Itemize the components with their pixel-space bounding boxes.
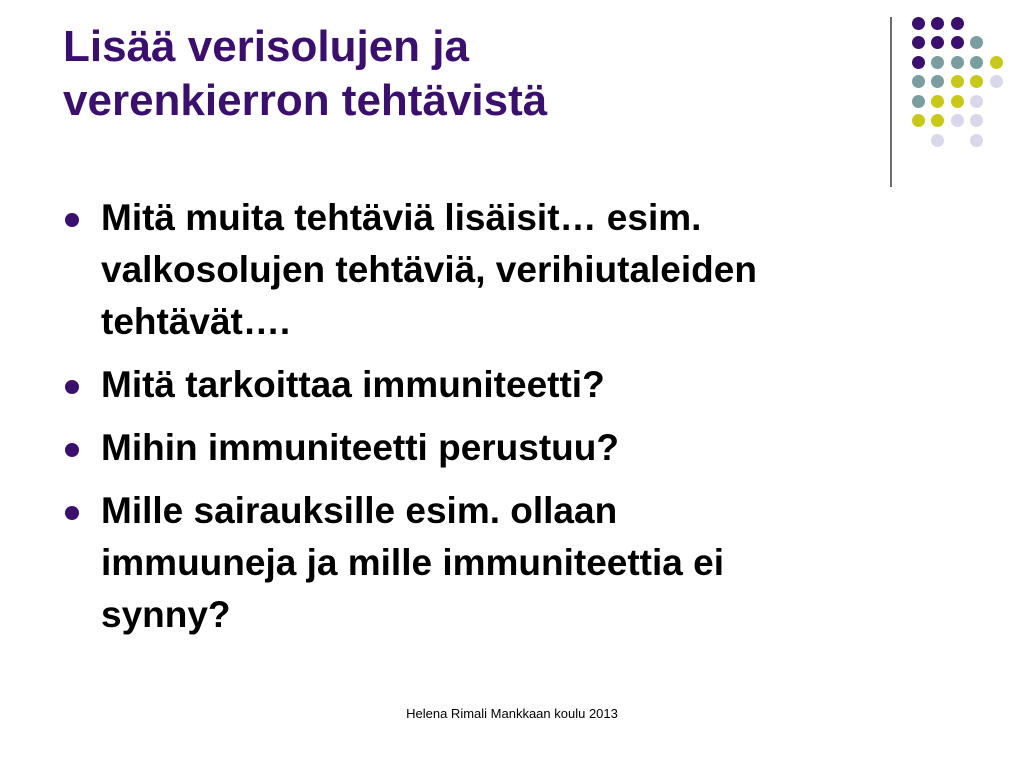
bullet-dot-icon <box>65 506 79 520</box>
decorative-dot <box>912 17 925 30</box>
decorative-dot <box>951 114 964 127</box>
decorative-dot <box>951 17 964 30</box>
decorative-dot <box>931 95 944 108</box>
decorative-dot <box>990 56 1003 69</box>
decorative-dot <box>912 36 925 49</box>
bullet-item <box>63 192 993 348</box>
bullet-list <box>63 192 993 652</box>
decorative-dot <box>990 75 1003 88</box>
decorative-dot <box>931 114 944 127</box>
bullet-item <box>63 422 993 474</box>
decorative-dot <box>951 75 964 88</box>
decorative-dot <box>970 134 983 147</box>
slide-footer: Helena Rimali Mankkaan koulu 2013 <box>406 706 618 721</box>
bullet-line: immuuneja ja mille immuniteettia ei <box>101 542 725 583</box>
decorative-dot-grid <box>0 0 1024 200</box>
decorative-dot <box>931 56 944 69</box>
decorative-dot <box>931 36 944 49</box>
bullet-line: Mihin immuniteetti perustuu? <box>101 427 619 468</box>
decorative-dot <box>951 56 964 69</box>
bullet-line: synny? <box>101 594 231 635</box>
decorative-dot <box>970 36 983 49</box>
bullet-line: Mitä tarkoittaa immuniteetti? <box>101 364 605 405</box>
decorative-dot <box>912 95 925 108</box>
decorative-dot <box>931 17 944 30</box>
decorative-dot <box>970 95 983 108</box>
decorative-dot <box>970 114 983 127</box>
bullet-line: valkosolujen tehtäviä, verihiutaleiden <box>101 249 757 290</box>
slide-title-line-1: Lisää verisolujen ja <box>63 22 469 71</box>
bullet-item <box>63 359 993 411</box>
decorative-dot <box>931 75 944 88</box>
decorative-dot <box>970 75 983 88</box>
decorative-dot <box>912 114 925 127</box>
decorative-dot <box>951 36 964 49</box>
decorative-dot <box>912 56 925 69</box>
decorative-dot <box>931 134 944 147</box>
decorative-dot <box>970 56 983 69</box>
bullet-line: Mille sairauksille esim. ollaan <box>101 490 618 531</box>
bullet-dot-icon <box>65 443 79 457</box>
slide-title-line-2: verenkierron tehtävistä <box>63 76 548 125</box>
bullet-line: Mitä muita tehtäviä lisäisit… esim. <box>101 197 702 238</box>
bullet-item <box>63 485 993 641</box>
decorative-dot <box>912 75 925 88</box>
decorative-dot <box>951 95 964 108</box>
bullet-line: tehtävät…. <box>101 301 291 342</box>
bullet-dot-icon <box>65 213 79 227</box>
bullet-dot-icon <box>65 380 79 394</box>
